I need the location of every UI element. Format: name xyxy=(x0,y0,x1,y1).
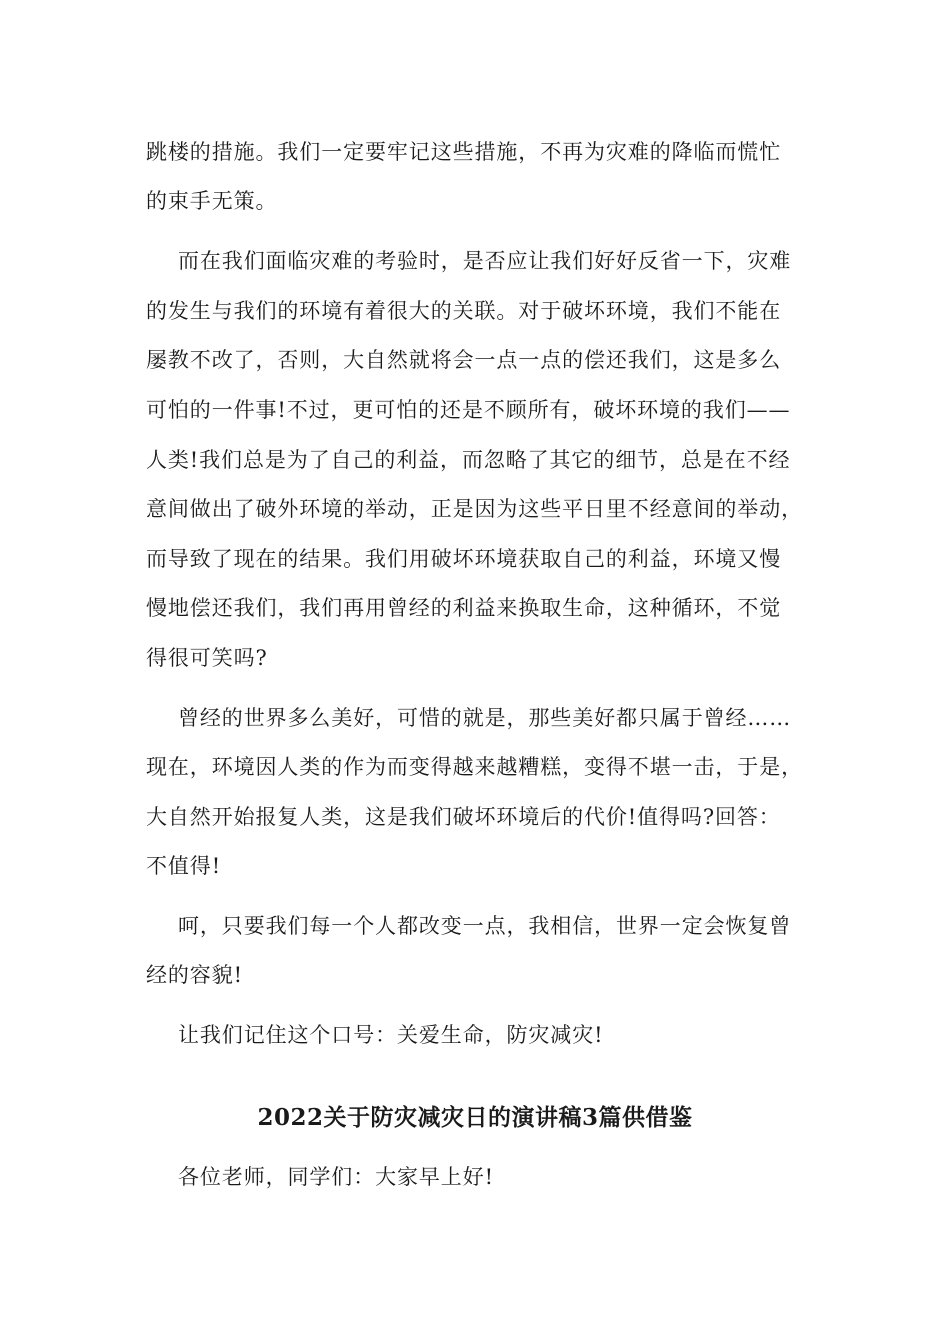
paragraph-line: 大自然开始报复人类，这是我们破坏环境后的代价!值得吗?回答： xyxy=(146,805,781,829)
paragraph-line: 可怕的一件事!不过，更可怕的还是不顾所有，破坏环境的我们—— xyxy=(146,398,791,422)
paragraph-line: 得很可笑吗? xyxy=(146,646,268,670)
paragraph-line: 的发生与我们的环境有着很大的关联。对于破坏环境，我们不能在 xyxy=(146,299,782,323)
paragraph-line: 慢地偿还我们，我们再用曾经的利益来换取生命，这种循环，不觉 xyxy=(146,596,782,620)
paragraph-line: 曾经的世界多么美好，可惜的就是，那些美好都只属于曾经…… xyxy=(178,706,792,730)
paragraph-line: 不值得! xyxy=(146,854,222,878)
paragraph-line: 跳楼的措施。我们一定要牢记这些措施，不再为灾难的降临而慌忙 xyxy=(146,140,782,164)
paragraph-line: 呵，只要我们每一个人都改变一点，我相信，世界一定会恢复曾 xyxy=(178,914,792,938)
paragraph-line: 经的容貌! xyxy=(146,963,243,987)
paragraph-line: 而导致了现在的结果。我们用破坏环境获取自己的利益，环境又慢 xyxy=(146,547,782,571)
paragraph-line: 现在，环境因人类的作为而变得越来越糟糕，变得不堪一击，于是， xyxy=(146,755,803,779)
paragraph-line: 人类!我们总是为了自己的利益，而忽略了其它的细节，总是在不经 xyxy=(146,448,791,472)
paragraph-line: 的束手无策。 xyxy=(146,189,278,213)
paragraph-line: 屡教不改了，否则，大自然就将会一点一点的偿还我们，这是多么 xyxy=(146,348,782,372)
paragraph-line: 意间做出了破外环境的举动，正是因为这些平日里不经意间的举动， xyxy=(146,497,803,521)
paragraph-line: 让我们记住这个口号：关爱生命，防灾减灾! xyxy=(178,1023,604,1047)
paragraph-line: 而在我们面临灾难的考验时，是否应让我们好好反省一下，灾难 xyxy=(178,249,792,273)
section-title: 2022关于防灾减灾日的演讲稿3篇供借鉴 xyxy=(257,1104,693,1131)
greeting-line: 各位老师，同学们：大家早上好! xyxy=(178,1165,494,1189)
